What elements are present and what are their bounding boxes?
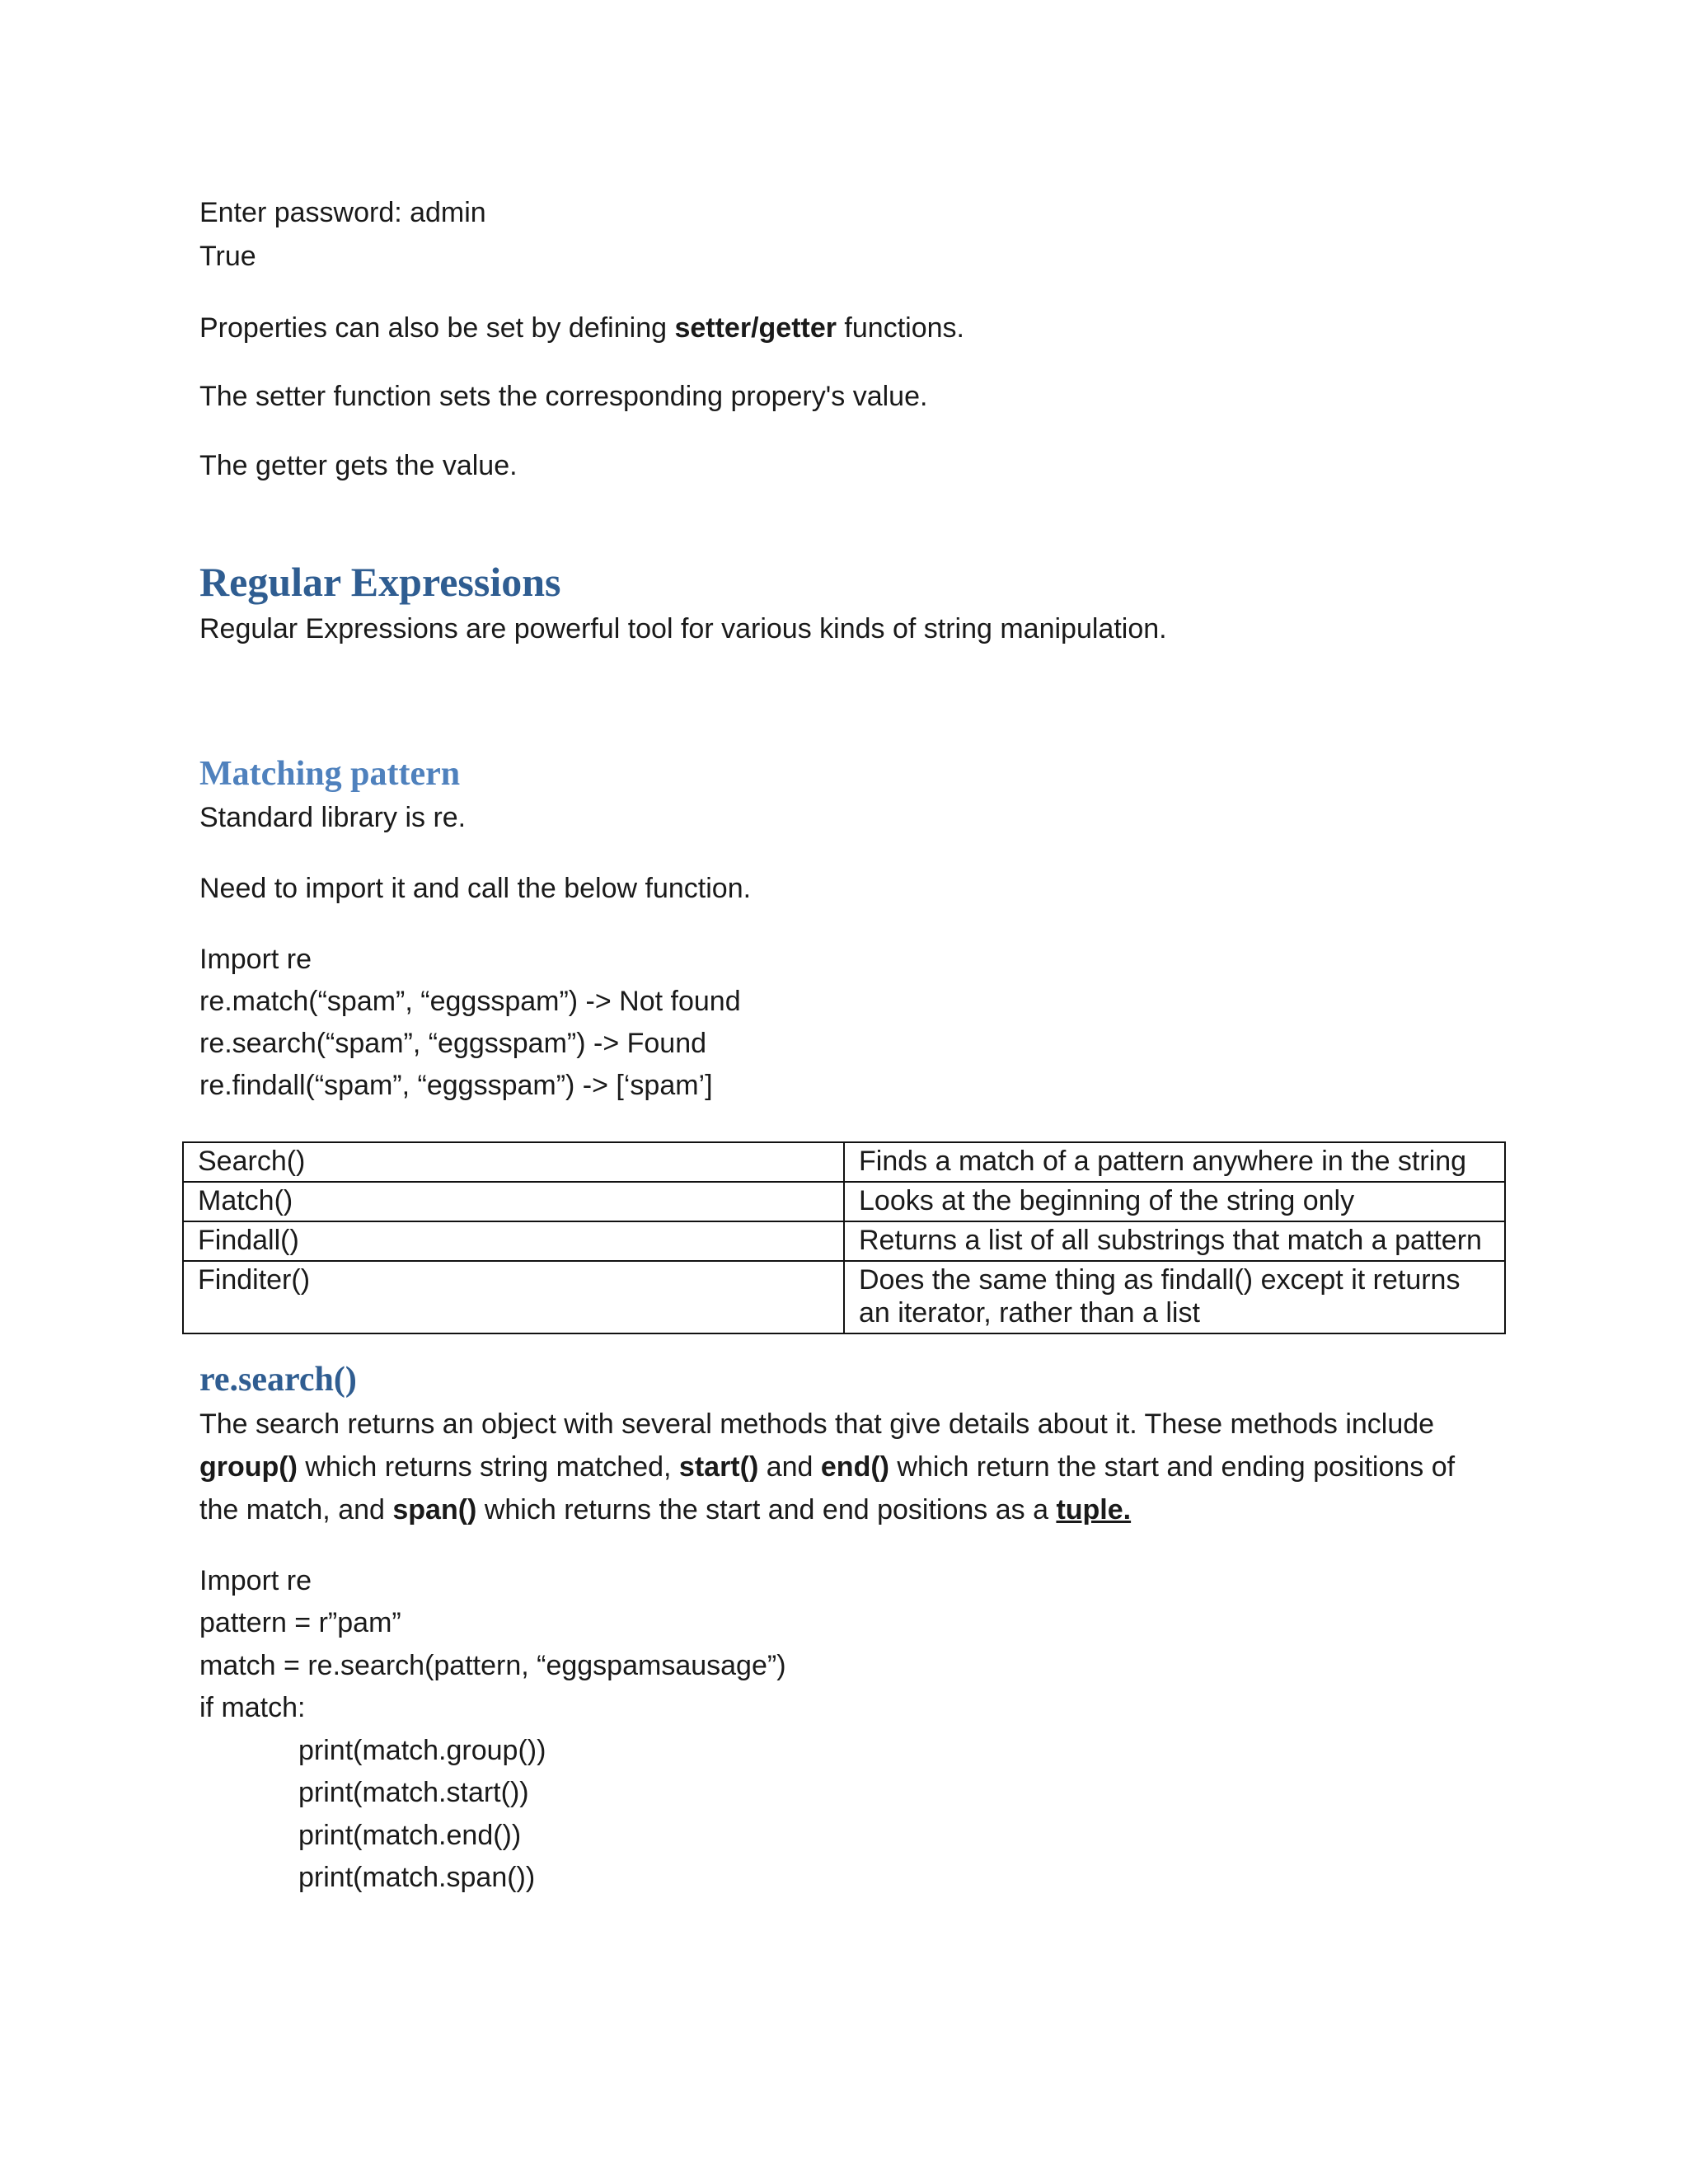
function-desc-cell: Looks at the beginning of the string only	[844, 1182, 1505, 1221]
para-text: which return the start and ending positions of	[889, 1451, 1456, 1483]
output-enter-password: Enter password: admin	[199, 197, 486, 228]
para-text: the match, and	[199, 1494, 393, 1526]
properties-text-pre: Properties can also be set by defining	[199, 312, 675, 344]
bold-underlined-tuple: tuple.	[1056, 1494, 1132, 1526]
standard-library-line: Standard library is re.	[199, 802, 467, 833]
properties-paragraph	[199, 312, 964, 344]
code-line-indented: print(match.start())	[298, 1777, 529, 1808]
search-paragraph-line-1: The search returns an object with several methods that give details about it. These methods include	[199, 1408, 1435, 1440]
properties-bold-term: setter/getter	[674, 312, 837, 344]
code-line-indented: print(match.end())	[298, 1820, 522, 1851]
code-line: re.search(“spam”, “eggsspam”) -> Found	[199, 1028, 707, 1059]
getter-paragraph: The getter gets the value.	[199, 450, 518, 481]
matching-pattern-heading: Matching pattern	[199, 755, 461, 793]
output-true: True	[199, 241, 256, 272]
code-line: re.match(“spam”, “eggsspam”) -> Not found	[199, 986, 741, 1017]
re-search-heading: re.search()	[199, 1361, 357, 1399]
table-row	[183, 1142, 1505, 1182]
para-text: which returns the start and end positions as a	[476, 1494, 1057, 1526]
table-row	[183, 1261, 1505, 1333]
function-name-cell: Finditer()	[183, 1261, 844, 1333]
code-line: pattern = r”pam”	[199, 1607, 401, 1638]
need-import-line: Need to import it and call the below function.	[199, 873, 752, 904]
code-line: if match:	[199, 1692, 306, 1723]
function-desc-cell: Does the same thing as findall() except it returns an iterator, rather than a list	[844, 1261, 1505, 1333]
search-paragraph-line-2	[199, 1451, 1455, 1483]
para-text: which returns string matched,	[297, 1451, 679, 1483]
code-line: Import re	[199, 1565, 312, 1596]
code-line-indented: print(match.group())	[298, 1735, 546, 1766]
code-line: re.findall(“spam”, “eggsspam”) -> [‘spam’]	[199, 1070, 713, 1101]
bold-group: group()	[199, 1451, 298, 1483]
setter-paragraph: The setter function sets the corresponding propery's value.	[199, 381, 928, 412]
bold-start: start()	[678, 1451, 759, 1483]
code-line: match = re.search(pattern, “eggspamsausage”)	[199, 1650, 786, 1681]
code-line-indented: print(match.span())	[298, 1862, 536, 1893]
function-desc-cell: Returns a list of all substrings that match a pattern	[844, 1221, 1505, 1261]
function-name-cell: Findall()	[183, 1221, 844, 1261]
function-name-cell: Search()	[183, 1142, 844, 1182]
bold-span: span()	[392, 1494, 477, 1526]
regular-expressions-heading: Regular Expressions	[199, 559, 561, 605]
table-row	[183, 1221, 1505, 1261]
regular-expressions-intro: Regular Expressions are powerful tool for various kinds of string manipulation.	[199, 613, 1167, 644]
properties-text-post: functions.	[836, 312, 964, 344]
code-line: Import re	[199, 944, 312, 975]
function-desc-cell: Finds a match of a pattern anywhere in the string	[844, 1142, 1505, 1182]
search-paragraph-line-3	[199, 1493, 1131, 1526]
function-name-cell: Match()	[183, 1182, 844, 1221]
regex-functions-table	[182, 1141, 1506, 1334]
para-text: and	[758, 1451, 821, 1483]
bold-end: end()	[820, 1451, 889, 1483]
table-row	[183, 1182, 1505, 1221]
